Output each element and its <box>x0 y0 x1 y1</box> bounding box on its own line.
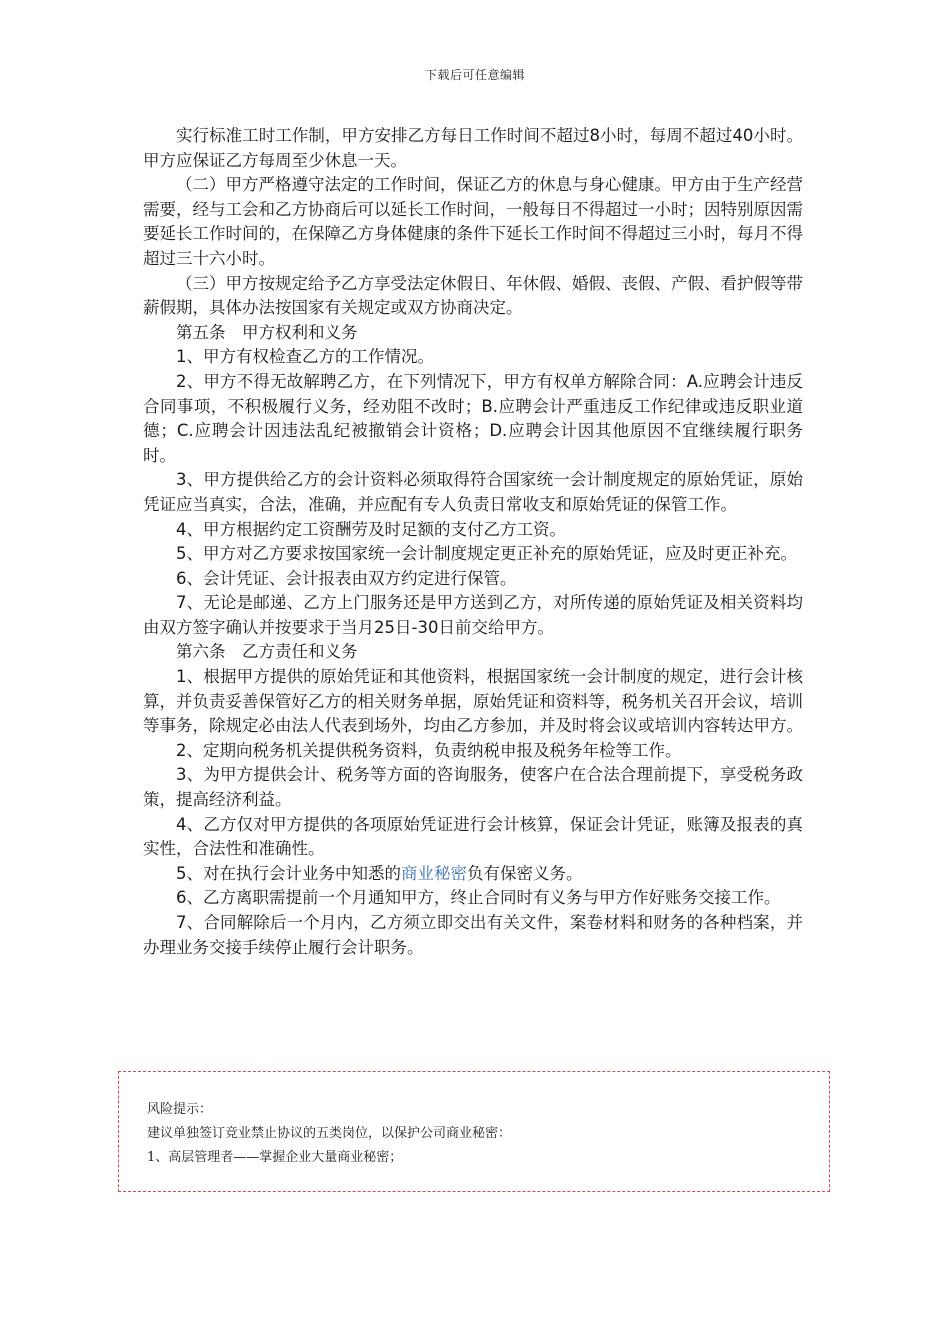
article-5-item-4: 4、甲方根据约定工资酬劳及时足额的支付乙方工资。 <box>176 519 566 539</box>
paragraph-paid-leave: （三）甲方按规定给予乙方享受法定休假日、年休假、婚假、丧假、产假、看护假等带薪假期，具体办法按国家有关规定或双方协商决定。 <box>143 273 803 318</box>
risk-notice-line-2: 1、高层管理者——掌握企业大量商业秘密； <box>147 1150 403 1165</box>
risk-notice-content <box>147 1098 511 1170</box>
article-6-item-3: 3、为甲方提供会计、税务等方面的咨询服务，使客户在合法合理前提下，享受税务政策，提高经济利益。 <box>143 765 803 810</box>
article-6-item-5 <box>143 862 803 887</box>
section-heading-article-6: 第六条 乙方责任和义务 <box>176 642 358 662</box>
article-5-item-1: 1、甲方有权检查乙方的工作情况。 <box>176 347 434 367</box>
article-6-item-6: 6、乙方离职需提前一个月通知甲方，终止合同时有义务与甲方作好账务交接工作。 <box>176 888 781 908</box>
section-heading-article-5: 第五条 甲方权利和义务 <box>176 322 358 342</box>
article-5-item-5: 5、甲方对乙方要求按国家统一会计制度规定更正补充的原始凭证，应及时更正补充。 <box>176 544 797 564</box>
article-6-item-2: 2、定期向税务机关提供税务资料，负责纳税申报及税务年检等工作。 <box>176 740 682 760</box>
risk-notice-line-1: 建议单独签订竞业禁止协议的五类岗位，以保护公司商业秘密： <box>147 1126 512 1141</box>
paragraph-overtime: （二）甲方严格遵守法定的工作时间，保证乙方的休息与身心健康。甲方由于生产经营需要，经与工会和乙方协商后可以延长工作时间，一般每日不得超过一小时；因特别原因需要延长工作时间的，在保障乙方身体健康的条件下延长工作时间不得超过三小时，每月不得超过三十六小时。 <box>143 175 803 268</box>
trade-secret-link[interactable]: 商业秘密 <box>401 863 467 883</box>
document-body <box>143 124 803 960</box>
article-6-item-1: 1、根据甲方提供的原始凭证和其他资料，根据国家统一会计制度的规定，进行会计核算，并负责妥善保管好乙方的相关财务单据，原始凭证和资料等，税务机关召开会议，培训等事务，除规定必由法人代表到场外，均由乙方参加，并及时将会议或培训内容转达甲方。 <box>143 667 803 736</box>
risk-notice-title: 风险提示： <box>147 1102 213 1117</box>
page-header: 下载后可任意编辑 <box>424 68 525 82</box>
article-5-item-2: 2、甲方不得无故解聘乙方，在下列情况下，甲方有权单方解除合同：A.应聘会计违反合同事项，不积极履行义务，经劝阻不改时；B.应聘会计严重违反工作纪律或违反职业道德；C.应聘会计因违法乱纪被撤销会计资格；D.应聘会计因其他原因不宜继续履行职务时。 <box>143 371 803 465</box>
item-5-text-before: 5、对在执行会计业务中知悉的 <box>176 863 401 883</box>
item-5-text-after: 负有保密义务。 <box>467 863 583 883</box>
article-5-item-7: 7、无论是邮递、乙方上门服务还是甲方送到乙方，对所传递的原始凭证及相关资料均由双方签字确认并按要求于当月25日-30日前交给甲方。 <box>143 593 803 637</box>
article-5-item-6: 6、会计凭证、会计报表由双方约定进行保管。 <box>176 568 517 588</box>
risk-notice-box <box>118 1071 830 1192</box>
paragraph-working-hours: 实行标准工时工作制，甲方安排乙方每日工作时间不超过8小时，每周不超过40小时。甲方应保证乙方每周至少休息一天。 <box>143 126 803 170</box>
article-6-item-7: 7、合同解除后一个月内，乙方须立即交出有关文件，案卷材料和财务的各种档案，并办理业务交接手续停止履行会计职务。 <box>143 913 803 957</box>
article-6-item-4: 4、乙方仅对甲方提供的各项原始凭证进行会计核算，保证会计凭证，账簿及报表的真实性，合法性和准确性。 <box>143 814 803 859</box>
article-5-item-3: 3、甲方提供给乙方的会计资料必须取得符合国家统一会计制度规定的原始凭证，原始凭证应当真实，合法，准确，并应配有专人负责日常收支和原始凭证的保管工作。 <box>143 470 803 514</box>
